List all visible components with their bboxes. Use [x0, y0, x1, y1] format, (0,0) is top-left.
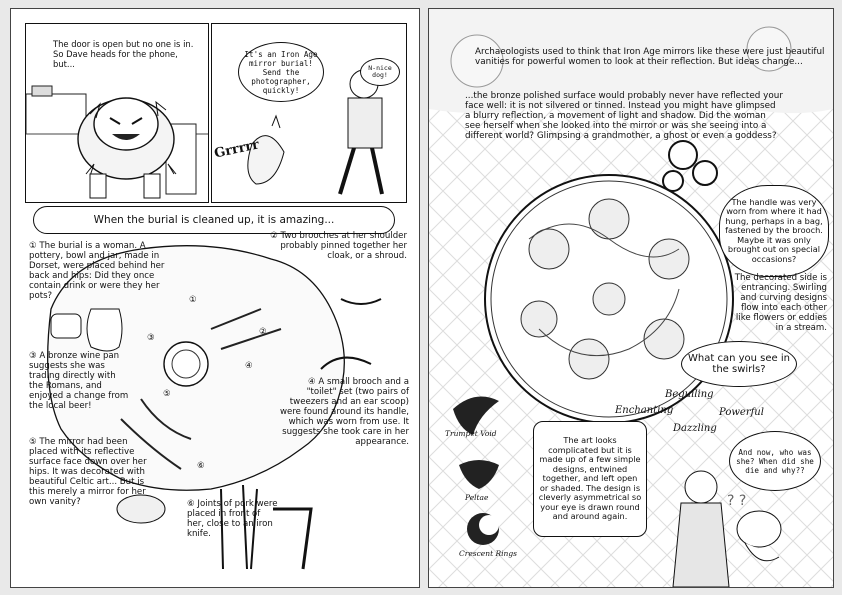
note-6: ⑥ Joints of pork were placed in front of her, close to an iron knife.	[187, 499, 278, 539]
mirror-icon	[164, 342, 208, 386]
word-powerful: Powerful	[719, 407, 764, 418]
brooch-icon	[341, 299, 381, 304]
handle-ring-icon	[669, 141, 697, 169]
caption-box: The door is open but no one is in. So Dave heads for the phone, but...	[53, 39, 194, 69]
note-4: ④ A small brooch and a "toilet" set (two pairs of tweezers and an ear scoop) were found around its handle, which was worn from use. It suggests she took care in her appearance.	[280, 377, 409, 447]
paragraph-text: ...the bronze polished surface would probably never have reflected your face well: it is not silvered or tinned. Instead you might have glimpsed a blurry reflection, a movement of light and shadow. Did the woman see herself when she looked into the mirror or was she seeing into a different world? Glimpsing a grandmother, a ghost or even a goddess?	[465, 91, 783, 141]
dog-icon	[737, 511, 781, 547]
marker-2: ②	[259, 327, 267, 337]
marker-4: ④	[245, 361, 253, 371]
growl-sound: Grrrrr	[212, 137, 261, 162]
label-crescent-rings: Crescent Rings	[459, 549, 518, 558]
marker-6: ⑥	[197, 461, 205, 471]
marker-3: ③	[147, 333, 155, 343]
handle-note-bubble: The handle was very worn from where it had hung, perhaps in a bag, fastened by the brooch. Maybe it was only brought out on special occasions?	[719, 185, 829, 277]
dave-speech-bubble: And now, who was she? When did she die and why??	[729, 431, 821, 491]
marker-5: ⑤	[163, 389, 171, 399]
speech-bubble-main: It's an Iron Age mirror burial! Send the photographer, quickly!	[238, 42, 324, 102]
decorated-note: The decorated side is entrancing. Swirling and curving designs flow into each other like flowers or eddies in a stream.	[734, 273, 827, 333]
jar-icon	[87, 309, 122, 351]
dave-icon	[685, 471, 717, 503]
section-banner: When the burial is cleaned up, it is amazing...	[33, 206, 395, 234]
right-comic-page	[428, 8, 834, 588]
word-dazzling: Dazzling	[673, 423, 717, 434]
art-note-bubble: The art looks complicated but it is made up of a few simple designs, entwined together, and left open or shaded. The design is cleverly asymmetrical so your eye is drawn round and around again.	[533, 421, 647, 537]
question-bubble: What can you see in the swirls?	[681, 341, 797, 387]
note-1: ① The burial is a woman. A pottery, bowl and jar, made in Dorset, were placed behind her back and hips: Did they once contain drink or were they her pots?	[29, 241, 165, 301]
label-peltae: Peltae	[465, 493, 489, 502]
marker-1: ①	[189, 295, 197, 305]
bowl-icon	[51, 314, 81, 338]
note-3: ③ A bronze wine pan suggests she was trading directly with the Romans, and enjoyed a change from the local beer!	[29, 351, 129, 411]
intro-text: Archaeologists used to think that Iron Age mirrors like these were just beautiful vanities for powerful women to look at their reflection. But ideas change...	[475, 47, 825, 67]
question-marks: ? ?	[727, 493, 747, 509]
word-beguiling: Beguiling	[665, 389, 714, 400]
word-enchanting: Enchanting	[615, 405, 674, 416]
label-trumpet-void: Trumpet Void	[445, 429, 497, 438]
note-5: ⑤ The mirror had been placed with its reflective surface face down over her hips. It was decorated with beautiful Celtic art... But is this merely a mirror for her own vanity?	[29, 437, 147, 507]
speech-bubble-small: N-nice dog!	[360, 58, 400, 86]
left-comic-page	[10, 8, 420, 588]
note-2: ② Two brooches at her shoulder probably pinned together her cloak, or a shroud.	[270, 231, 407, 261]
